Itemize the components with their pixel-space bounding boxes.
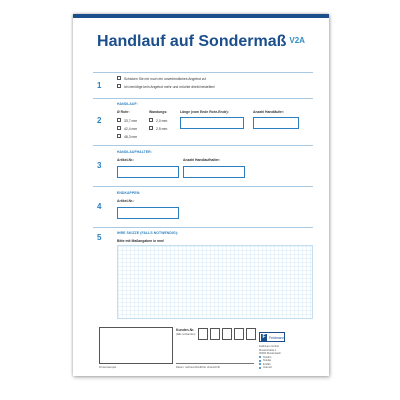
section-number-5: 5 xyxy=(97,233,102,242)
skizze-hint: Bitte mit Maßangaben in mm! xyxy=(117,239,165,243)
mail-icon xyxy=(259,363,261,365)
laenge-input[interactable] xyxy=(180,117,244,129)
section-number-2: 2 xyxy=(97,116,102,125)
contact-line: Telefon xyxy=(263,355,272,359)
rohr-option: 48,3 mm xyxy=(124,134,138,139)
endkappen-artikel-label: Artikel-Nr.: xyxy=(117,199,135,203)
rohr-checkbox[interactable] xyxy=(117,134,121,138)
form-title xyxy=(73,33,329,51)
top-color-bar xyxy=(73,14,329,18)
divider xyxy=(93,72,313,73)
wandung-option: 2,5 mm xyxy=(156,126,168,131)
phone-icon xyxy=(259,356,261,358)
stamp-caption: Firmenstempel xyxy=(99,366,117,369)
contact-line: 00000 Musterstadt xyxy=(259,352,281,355)
kunden-nr-label: Kunden-Nr. xyxy=(176,328,195,332)
divider xyxy=(93,145,313,146)
signature-line[interactable] xyxy=(176,363,254,364)
company-logo xyxy=(259,332,285,342)
section-number-3: 3 xyxy=(97,161,102,170)
sketch-grid-area[interactable] xyxy=(117,245,313,319)
rohr-option: 33,7 mm xyxy=(124,118,138,123)
anzahl-handlaeufer-input[interactable] xyxy=(253,117,299,129)
web-icon xyxy=(259,367,261,369)
divider xyxy=(93,186,313,187)
kunden-nr-digit[interactable] xyxy=(210,328,220,340)
endkappen-artikel-input[interactable] xyxy=(117,207,179,219)
contact-line: E-Mail xyxy=(263,362,271,366)
wandung-label: Wandungs: xyxy=(149,110,168,114)
halter-anzahl-label: Anzahl Handlaufhalter: xyxy=(183,158,220,162)
skizze-heading: IHRE SKIZZE (FALLS NOTWENDIG): xyxy=(117,231,179,235)
divider xyxy=(93,98,313,99)
fax-icon xyxy=(259,360,261,362)
halter-artikel-label: Artikel-Nr.: xyxy=(117,158,135,162)
contact-line: Telefax xyxy=(263,359,272,362)
order-checkbox[interactable] xyxy=(117,84,121,88)
signature-caption: Datum, rechtsverbindliche Unterschrift xyxy=(176,366,220,369)
order-form-sheet xyxy=(73,14,329,376)
rohr-checkbox[interactable] xyxy=(117,118,121,122)
offer-option-label: Schicken Sie mir noch ein unverbindliches Angebot zu! xyxy=(124,76,207,81)
halter-heading: HANDLAUFHALTER: xyxy=(117,150,152,154)
kunden-nr-digit[interactable] xyxy=(198,328,208,340)
kunden-nr-digit[interactable] xyxy=(222,328,232,340)
order-option-label: Ich benötige kein Angebot mehr und möchte direkt bestellen! xyxy=(124,84,216,89)
contact-line: Internet xyxy=(263,366,272,369)
endkappen-heading: ENDKAPPEN: xyxy=(117,191,141,195)
handlauf-heading: HANDLAUF: xyxy=(117,102,138,106)
logo-mark: F xyxy=(262,334,266,340)
divider xyxy=(93,227,313,228)
halter-artikel-input[interactable] xyxy=(117,166,179,178)
logo-name: Feldmann xyxy=(269,335,285,340)
contact-line: Feldmann GmbH xyxy=(259,345,279,348)
wandung-checkbox[interactable] xyxy=(149,118,153,122)
rohr-label: Ø Rohr: xyxy=(117,110,130,114)
rohr-option: 42,4 mm xyxy=(124,126,138,131)
form-title-text: Handlauf auf Sondermaß xyxy=(97,33,287,50)
halter-anzahl-input[interactable] xyxy=(183,166,245,178)
section-number-1: 1 xyxy=(97,81,102,90)
kunden-nr-digit[interactable] xyxy=(246,328,256,340)
rohr-checkbox[interactable] xyxy=(117,126,121,130)
wandung-option: 2,0 mm xyxy=(156,118,168,123)
kunden-nr-hint: (falls vorhanden) xyxy=(176,333,196,336)
laenge-label: Länge (vom Ende Rohr-Ende): xyxy=(180,110,229,114)
wandung-checkbox[interactable] xyxy=(149,126,153,130)
company-stamp-box[interactable] xyxy=(99,327,173,364)
title-badge: V2A xyxy=(289,36,305,45)
anzahl-handlaeufer-label: Anzahl Handläufer: xyxy=(253,110,284,114)
contact-line: Musterstraße 1 xyxy=(259,348,277,352)
section-number-4: 4 xyxy=(97,202,102,211)
offer-checkbox[interactable] xyxy=(117,76,121,80)
kunden-nr-digit[interactable] xyxy=(234,328,244,340)
